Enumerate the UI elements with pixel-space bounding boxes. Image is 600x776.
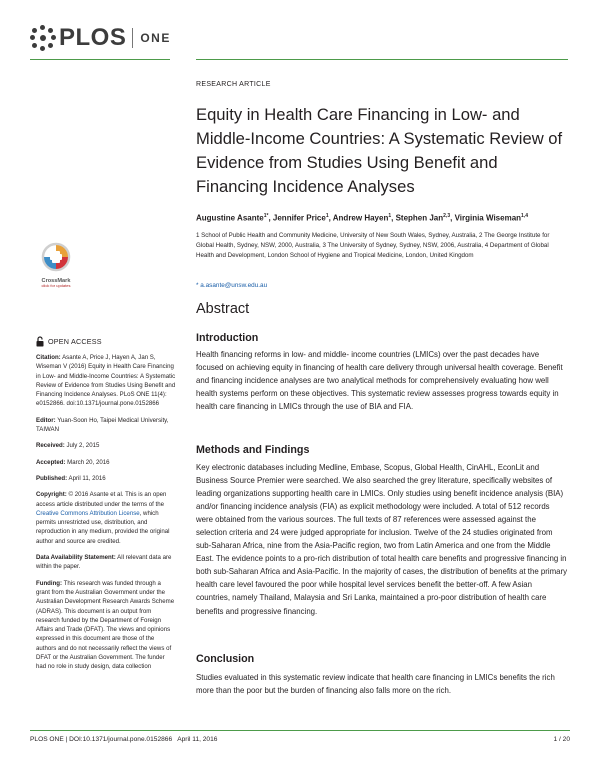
license-link[interactable]: Creative Commons Attribution License: [36, 509, 140, 517]
corresponding-email-link[interactable]: * a.asante@unsw.edu.au: [196, 282, 268, 289]
citation: Citation: Asante A, Price J, Hayen A, Jan S, Wiseman V (2016) Equity in Health Care Financing in Low- and Middle-Income Countries: A Systematic Review of Evidence from Studies Using Benefit and Financing Incidence Analyses. PLoS ONE 11(4): e0152866. doi:10.1371/journal.pone.0152866: [36, 354, 176, 408]
page-number: 1 / 20: [553, 736, 570, 743]
author-name[interactable]: Augustine Asante: [196, 213, 264, 223]
crossmark-badge[interactable]: [36, 242, 76, 288]
logo-subtitle: ONE: [140, 31, 171, 45]
published-date: Published: April 11, 2016: [36, 474, 106, 482]
abstract-heading: Abstract: [196, 301, 250, 317]
crossmark-icon: [41, 242, 71, 272]
crossmark-label: CrossMark: [41, 278, 71, 284]
author-name[interactable]: Stephen Jan: [395, 213, 444, 223]
article-metadata: [36, 353, 176, 679]
article-title: Equity in Health Care Financing in Low- and Middle-Income Countries: A Systematic Review of Evidence from Studies Using Benefit and Financing Incidence Analyses: [196, 105, 563, 196]
copyright: Copyright: © 2016 Asante et al. This is an open access article distributed under the terms of the Creative Commons Attribution License, which permits unrestricted use, distribution, and reproduction in any medium, provided the original author and source are credited.: [36, 491, 170, 545]
section-text-conclusion: Studies evaluated in this systematic review indicate that health care financing in LMICs benefits the rich more than the poor but the burden of financing also falls more on the rich.: [196, 673, 555, 696]
author-name[interactable]: Virginia Wiseman: [454, 213, 522, 223]
footer-rule: [30, 730, 570, 731]
plos-dots-icon: [30, 25, 56, 51]
author-name[interactable]: Jennifer Price: [272, 213, 326, 223]
editor: Editor: Yuan-Soon Ho, Taipei Medical University, TAIWAN: [36, 416, 169, 434]
funding: Funding: This research was funded through a grant from the Australian Government under the Australian Development Research Awards Scheme (ADRAS). This document is an output from research funded by the Department of Foreign Affairs and Trade (DFAT). The views and opinions expressed in this document are those of the authors and do not necessarily reflect the views of DFAT or the Australian Government. The funder had no role in study design, data collection: [36, 579, 175, 671]
received-date: Received: July 2, 2015: [36, 442, 100, 450]
open-access-badge: [36, 336, 102, 347]
page-footer: [30, 736, 570, 743]
crossmark-sub: click for updates: [41, 283, 71, 288]
author-list: Augustine Asante$^{1*}$, Jennifer Price$^1$, Andrew Hayen$^1$, Stephen Jan$^{2,3}$, Virginia Wiseman$^{1,4}$: [196, 213, 528, 223]
logo-separator: [132, 28, 133, 48]
logo-wordmark: PLOS: [59, 24, 127, 51]
header-rule-right: [196, 59, 568, 60]
section-heading-introduction: Introduction: [196, 332, 259, 344]
author-name[interactable]: Andrew Hayen: [332, 213, 389, 223]
header-rule-left: [30, 59, 170, 60]
article-type: RESEARCH ARTICLE: [196, 81, 271, 88]
section-heading-conclusion: Conclusion: [196, 653, 255, 665]
section-heading-methods: Methods and Findings: [196, 444, 310, 456]
plos-one-logo[interactable]: [30, 24, 171, 52]
footer-citation: PLOS ONE | DOI:10.1371/journal.pone.0152866 April 11, 2016: [30, 736, 218, 743]
data-availability: Data Availability Statement: All relevant data are within the paper.: [36, 554, 172, 571]
section-text-introduction: Health financing reforms in low- and middle- income countries (LMICs) over the past decades have focused on achieving equity in financing of health care delivery through universal health coverage. Benefit and financing incidence analyses are two analytical methods for comprehensively evaluating how well health systems perform on these objectives. This systematic review assesses progress towards equity in health care financing in LMICs through the use of BIA and FIA.: [196, 350, 563, 412]
open-lock-icon: [36, 336, 44, 347]
accepted-date: Accepted: March 20, 2016: [36, 458, 110, 466]
section-text-methods: Key electronic databases including Medline, Embase, Scopus, Global Health, CinAHL, EconLit and Business Source Premier were searched. We also searched the grey literature, specifically websites of leading organizations supporting health care in LMICs. Only studies using benefit incidence analysis (BIA) and/or financing incidence analysis (FIA) as explicit methodology were included. A total of 512 records were obtained from the various sources. The full texts of 87 references were assessed against the selection criteria and 24 were judged appropriate for inclusion. Twelve of the 24 studies originated from sub-Saharan Africa, nine from the Asia-Pacific region, two from Latin America and one from the Middle East. The evidence points to a pro-rich distribution of total health care benefits and progressive financing in both sub-Saharan Africa and Asia-Pacific. In the majority of cases, the distribution of benefits at the primary health care level favoured the poor while hospital level services benefit the better-off. A few Asian countries, namely Thailand, Malaysia and Sri Lanka, maintained a pro-poor distribution of health care benefits and progressive financing.: [196, 463, 568, 616]
affiliations: 1 School of Public Health and Community Medicine, University of New South Wales, Sydney, Australia, 2 The George Institute for Global Health, Sydney, NSW, 2000, Australia, 3 The University of Sydney, Sydney, NSW, 2006, Australia, 4 Department of Global Health and Development, London School of Hygiene and Tropical Medicine, London, United Kingdom: [196, 232, 550, 259]
open-access-label: OPEN ACCESS: [48, 337, 102, 346]
